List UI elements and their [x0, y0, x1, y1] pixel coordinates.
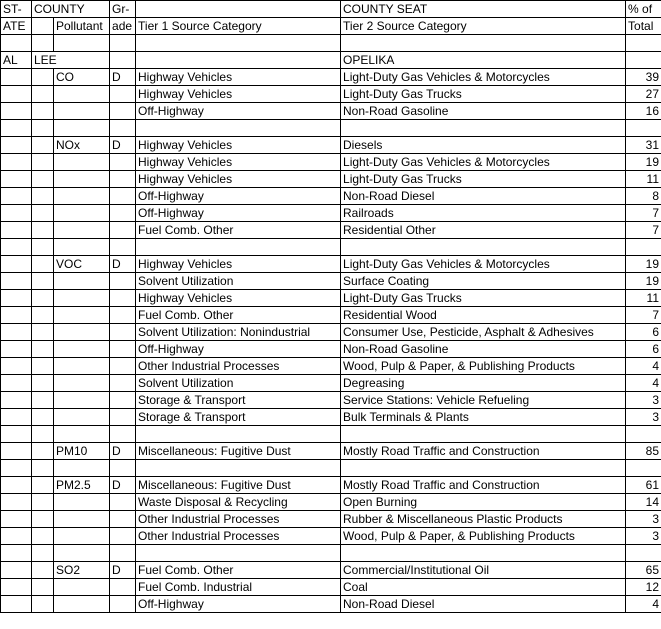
- tier2-cell: Surface Coating: [341, 273, 626, 290]
- tier2-cell: Consumer Use, Pesticide, Asphalt & Adhesives: [341, 324, 626, 341]
- tier2-cell: Rubber & Miscellaneous Plastic Products: [341, 511, 626, 528]
- tier1-cell: Off-Highway: [136, 188, 341, 205]
- pollutant-cell: SO2: [54, 562, 110, 579]
- grade-cell: D: [110, 137, 136, 154]
- tier2-cell: Wood, Pulp & Paper, & Publishing Products: [341, 358, 626, 375]
- header-row-1: [1, 1, 661, 18]
- header-grade-top: Gr-: [110, 1, 136, 18]
- grade-cell: D: [110, 69, 136, 86]
- tier1-cell: Solvent Utilization: [136, 273, 341, 290]
- grade-cell: D: [110, 256, 136, 273]
- state-cell: AL: [1, 52, 32, 69]
- table-row: [1, 528, 661, 545]
- table-row: [1, 409, 661, 426]
- tier2-cell: Non-Road Diesel: [341, 188, 626, 205]
- table-row: [1, 494, 661, 511]
- table-row: [1, 103, 661, 120]
- header-tier2: Tier 2 Source Category: [341, 18, 626, 35]
- tier1-cell: Off-Highway: [136, 596, 341, 613]
- table-row: [1, 290, 661, 307]
- percent-cell: 4: [626, 375, 661, 392]
- table-row: [1, 273, 661, 290]
- table-row: [1, 222, 661, 239]
- location-row: [1, 52, 661, 69]
- tier1-cell: Off-Highway: [136, 103, 341, 120]
- tier2-cell: Non-Road Gasoline: [341, 341, 626, 358]
- percent-cell: 7: [626, 307, 661, 324]
- percent-cell: 61: [626, 477, 661, 494]
- percent-cell: 4: [626, 358, 661, 375]
- header-county-bottom: [32, 18, 54, 35]
- tier1-cell: Other Industrial Processes: [136, 528, 341, 545]
- percent-cell: 12: [626, 579, 661, 596]
- table-row: [1, 69, 661, 86]
- table-row: [1, 188, 661, 205]
- header-pollutant: Pollutant: [54, 18, 110, 35]
- percent-cell: 11: [626, 171, 661, 188]
- percent-cell: 3: [626, 511, 661, 528]
- percent-cell: 14: [626, 494, 661, 511]
- tier1-cell: Highway Vehicles: [136, 171, 341, 188]
- tier1-cell: Highway Vehicles: [136, 256, 341, 273]
- tier2-cell: Light-Duty Gas Vehicles & Motorcycles: [341, 154, 626, 171]
- percent-cell: 6: [626, 324, 661, 341]
- pollutant-cell: VOC: [54, 256, 110, 273]
- county-cell: LEE: [32, 52, 110, 69]
- percent-cell: 3: [626, 409, 661, 426]
- tier2-cell: Open Burning: [341, 494, 626, 511]
- tier1-cell: Solvent Utilization: [136, 375, 341, 392]
- tier2-cell: Mostly Road Traffic and Construction: [341, 477, 626, 494]
- table-row: [1, 137, 661, 154]
- percent-cell: 27: [626, 86, 661, 103]
- spacer-row: [1, 35, 661, 52]
- tier1-cell: Fuel Comb. Other: [136, 222, 341, 239]
- tier1-cell: Highway Vehicles: [136, 290, 341, 307]
- percent-cell: 3: [626, 392, 661, 409]
- tier1-cell: Fuel Comb. Other: [136, 562, 341, 579]
- spacer-row: [1, 426, 661, 443]
- table-row: [1, 477, 661, 494]
- tier1-cell: Off-Highway: [136, 341, 341, 358]
- table-row: [1, 324, 661, 341]
- spacer-row: [1, 120, 661, 137]
- percent-cell: 4: [626, 596, 661, 613]
- tier2-cell: Degreasing: [341, 375, 626, 392]
- tier1-cell: Miscellaneous: Fugitive Dust: [136, 443, 341, 460]
- percent-cell: 7: [626, 205, 661, 222]
- tier2-cell: Light-Duty Gas Vehicles & Motorcycles: [341, 256, 626, 273]
- county-seat-cell: OPELIKA: [341, 52, 626, 69]
- header-tier1: Tier 1 Source Category: [136, 18, 341, 35]
- table-row: [1, 562, 661, 579]
- spacer-row: [1, 460, 661, 477]
- tier1-cell: Other Industrial Processes: [136, 358, 341, 375]
- tier2-cell: Coal: [341, 579, 626, 596]
- tier2-cell: Light-Duty Gas Vehicles & Motorcycles: [341, 69, 626, 86]
- header-county-top: COUNTY: [32, 1, 110, 18]
- table-row: [1, 375, 661, 392]
- tier1-cell: Solvent Utilization: Nonindustrial: [136, 324, 341, 341]
- spacer-row: [1, 545, 661, 562]
- percent-cell: 11: [626, 290, 661, 307]
- header-grade-bottom: ade: [110, 18, 136, 35]
- table-row: [1, 443, 661, 460]
- percent-cell: 6: [626, 341, 661, 358]
- table-row: [1, 341, 661, 358]
- tier2-cell: Service Stations: Vehicle Refueling: [341, 392, 626, 409]
- percent-cell: 8: [626, 188, 661, 205]
- header-state-top: ST-: [1, 1, 32, 18]
- tier1-cell: Waste Disposal & Recycling: [136, 494, 341, 511]
- table-row: [1, 358, 661, 375]
- tier2-cell: Residential Wood: [341, 307, 626, 324]
- table-row: [1, 171, 661, 188]
- tier1-cell: Storage & Transport: [136, 392, 341, 409]
- tier2-cell: Wood, Pulp & Paper, & Publishing Products: [341, 528, 626, 545]
- table-body: [1, 1, 661, 613]
- percent-cell: 16: [626, 103, 661, 120]
- pollutant-cell: PM10: [54, 443, 110, 460]
- percent-cell: 19: [626, 154, 661, 171]
- header-state-bottom: ATE: [1, 18, 32, 35]
- grade-cell: D: [110, 562, 136, 579]
- header-percent-top: % of: [626, 1, 661, 18]
- table-row: [1, 307, 661, 324]
- table-row: [1, 579, 661, 596]
- tier1-cell: Fuel Comb. Other: [136, 307, 341, 324]
- tier1-cell: Highway Vehicles: [136, 86, 341, 103]
- header-row-2: [1, 18, 661, 35]
- table-row: [1, 596, 661, 613]
- tier2-cell: Light-Duty Gas Trucks: [341, 86, 626, 103]
- table-row: [1, 205, 661, 222]
- tier2-cell: Commercial/Institutional Oil: [341, 562, 626, 579]
- header-percent-bottom: Total: [626, 18, 661, 35]
- grade-cell: D: [110, 477, 136, 494]
- table-row: [1, 154, 661, 171]
- percent-cell: 3: [626, 528, 661, 545]
- percent-cell: 85: [626, 443, 661, 460]
- tier1-cell: Other Industrial Processes: [136, 511, 341, 528]
- tier1-cell: Storage & Transport: [136, 409, 341, 426]
- pollutant-cell: NOx: [54, 137, 110, 154]
- tier1-cell: Miscellaneous: Fugitive Dust: [136, 477, 341, 494]
- tier2-cell: Non-Road Diesel: [341, 596, 626, 613]
- percent-cell: 65: [626, 562, 661, 579]
- tier2-cell: Light-Duty Gas Trucks: [341, 290, 626, 307]
- tier1-cell: Highway Vehicles: [136, 154, 341, 171]
- tier1-cell: Fuel Comb. Industrial: [136, 579, 341, 596]
- header-county-seat: COUNTY SEAT: [341, 1, 626, 18]
- table-row: [1, 256, 661, 273]
- pollutant-cell: CO: [54, 69, 110, 86]
- table-row: [1, 86, 661, 103]
- tier2-cell: Diesels: [341, 137, 626, 154]
- table-row: [1, 511, 661, 528]
- pollutant-cell: PM2.5: [54, 477, 110, 494]
- header-tier1-top: [136, 1, 341, 18]
- tier2-cell: Residential Other: [341, 222, 626, 239]
- tier2-cell: Non-Road Gasoline: [341, 103, 626, 120]
- table-row: [1, 392, 661, 409]
- spacer-row: [1, 239, 661, 256]
- tier1-cell: Highway Vehicles: [136, 69, 341, 86]
- tier2-cell: Mostly Road Traffic and Construction: [341, 443, 626, 460]
- tier2-cell: Railroads: [341, 205, 626, 222]
- percent-cell: 7: [626, 222, 661, 239]
- percent-cell: 19: [626, 273, 661, 290]
- percent-cell: 19: [626, 256, 661, 273]
- percent-cell: 39: [626, 69, 661, 86]
- tier2-cell: Light-Duty Gas Trucks: [341, 171, 626, 188]
- percent-cell: 31: [626, 137, 661, 154]
- tier2-cell: Bulk Terminals & Plants: [341, 409, 626, 426]
- tier1-cell: Off-Highway: [136, 205, 341, 222]
- tier1-cell: Highway Vehicles: [136, 137, 341, 154]
- grade-cell: D: [110, 443, 136, 460]
